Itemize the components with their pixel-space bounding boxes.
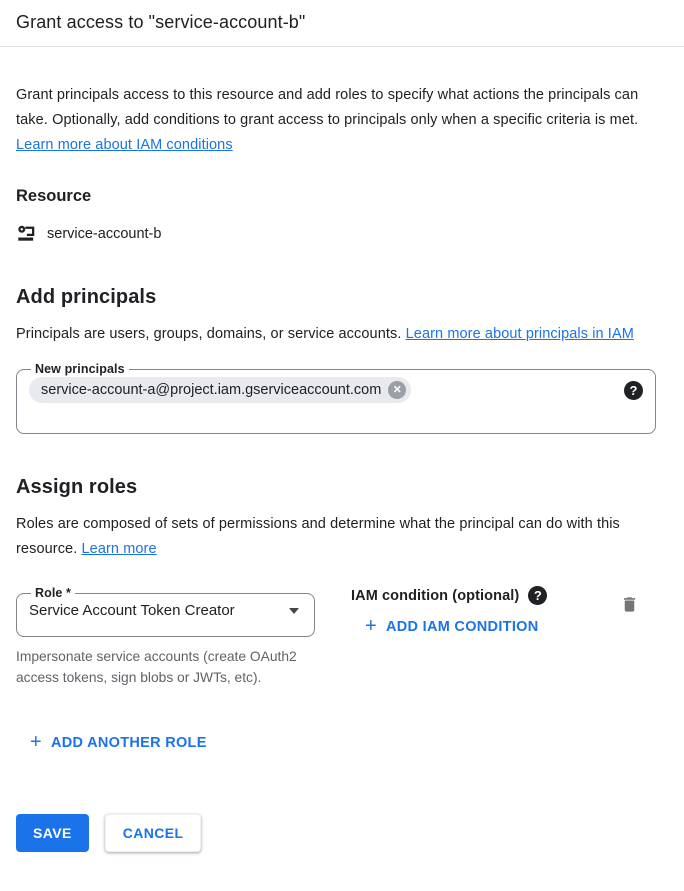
- condition-help-icon[interactable]: ?: [528, 586, 547, 605]
- resource-heading: Resource: [16, 187, 92, 205]
- principals-description-text: Principals are users, groups, domains, or service accounts.: [16, 326, 406, 342]
- dialog-header: [0, 0, 684, 47]
- roles-learn-more-link[interactable]: Learn more: [81, 541, 157, 557]
- principals-description: [16, 322, 664, 347]
- iam-condition-label: IAM condition (optional): [351, 587, 520, 604]
- plus-icon: +: [30, 731, 42, 753]
- role-column: [16, 586, 334, 688]
- resource-row: [16, 223, 668, 244]
- roles-description: [16, 512, 664, 562]
- save-button[interactable]: SAVE: [16, 814, 89, 852]
- role-select[interactable]: [16, 586, 315, 637]
- delete-role-button[interactable]: [618, 593, 641, 616]
- add-another-role-button[interactable]: [30, 731, 207, 753]
- condition-column: [351, 586, 618, 637]
- dialog-title: Grant access to "service-account-b": [16, 12, 306, 32]
- new-principals-label: New principals: [35, 362, 125, 376]
- principal-chip[interactable]: [29, 377, 411, 403]
- cancel-button[interactable]: CANCEL: [105, 814, 202, 852]
- intro-paragraph: [16, 83, 664, 158]
- plus-icon: +: [365, 615, 377, 637]
- trash-icon: [620, 595, 639, 614]
- chip-remove-icon[interactable]: ✕: [388, 381, 406, 399]
- add-another-role-label: ADD ANOTHER ROLE: [50, 735, 207, 751]
- assign-roles-heading: Assign roles: [16, 476, 138, 498]
- resource-name: service-account-b: [47, 225, 162, 242]
- service-account-icon: [16, 223, 37, 244]
- principals-help-icon[interactable]: ?: [624, 381, 643, 400]
- roles-description-text: Roles are composed of sets of permissions and determine what the principal can do with this resource.: [16, 516, 620, 557]
- add-iam-condition-label: ADD IAM CONDITION: [385, 619, 539, 635]
- principal-chip-value: service-account-a@project.iam.gserviceaccount.com: [41, 382, 382, 398]
- principals-learn-more-link[interactable]: Learn more about principals in IAM: [405, 326, 634, 342]
- new-principals-field[interactable]: [16, 362, 656, 434]
- add-iam-condition-button[interactable]: [365, 615, 539, 637]
- add-principals-heading: Add principals: [16, 286, 157, 308]
- role-helper-text: Impersonate service accounts (create OAuth2 access tokens, sign blobs or JWTs, etc).: [16, 649, 297, 685]
- intro-text: Grant principals access to this resource and add roles to specify what actions the principals can take. Optionally, add conditions to grant access to principals only when a specific criteria is met.: [16, 87, 639, 128]
- role-row: [16, 586, 668, 688]
- role-value: Service Account Token Creator: [29, 602, 235, 619]
- dialog-footer: [0, 814, 684, 852]
- iam-conditions-link[interactable]: Learn more about IAM conditions: [16, 137, 233, 153]
- role-label: Role *: [35, 586, 72, 600]
- chevron-down-icon: [289, 608, 299, 614]
